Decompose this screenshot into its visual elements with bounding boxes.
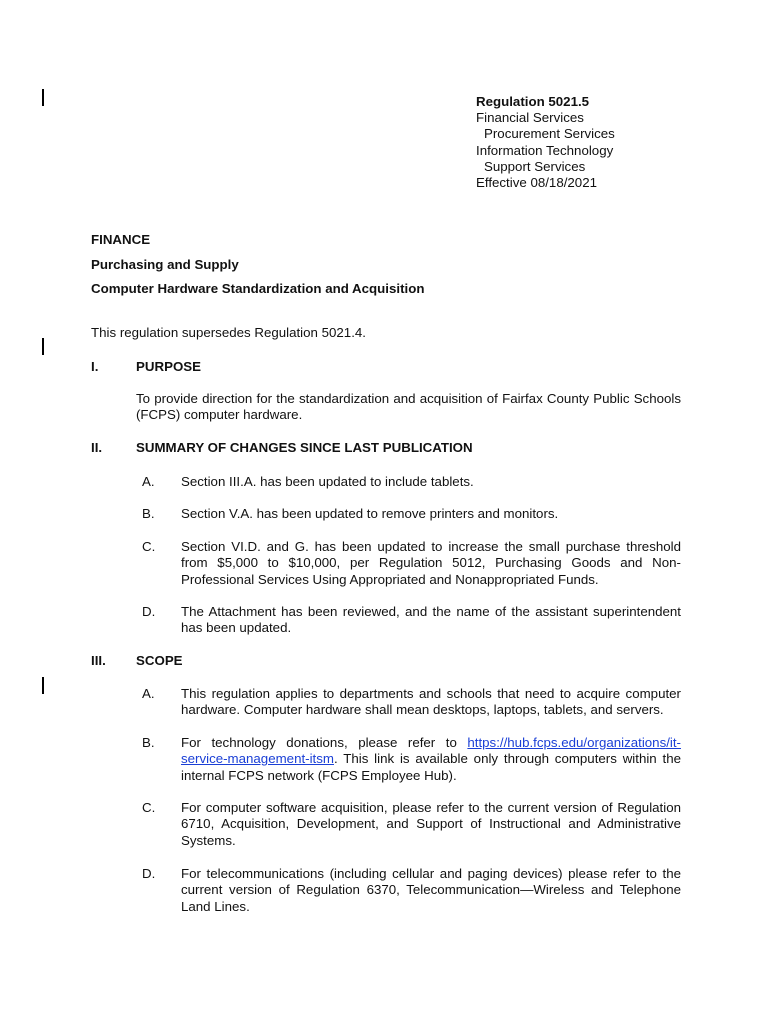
list-item-letter: C. <box>142 800 156 815</box>
list-item-letter: D. <box>142 604 156 619</box>
supersedes-statement: This regulation supersedes Regulation 5021.4. <box>91 325 366 340</box>
revision-bar <box>42 338 44 355</box>
list-item-letter: A. <box>142 686 155 701</box>
header-line: Financial Services <box>476 110 584 126</box>
purpose-text: To provide direction for the standardization and acquisition of Fairfax County Public Schools (FCPS) computer hardware. <box>136 391 681 423</box>
list-item: Section VI.D. and G. has been updated to increase the small purchase threshold from $5,000 to $10,000, per Regulation 5012, Purchasing Goods and Non-Professional Services Using Appropriated and Nonappropriated Funds. <box>181 539 681 587</box>
list-item: The Attachment has been reviewed, and the name of the assistant superintendent has been updated. <box>181 604 681 636</box>
header-line: Support Services <box>484 158 586 174</box>
item-text-before: For technology donations, please refer to <box>181 735 468 750</box>
list-item: Section III.A. has been updated to include tablets. <box>181 474 474 489</box>
item-text-after: . This link is available only through computers within the internal FCPS network (FCPS Employee Hub). <box>181 751 681 783</box>
list-item: This regulation applies to departments and schools that need to acquire computer hardware. Computer hardware shall mean desktops, laptops, tablets, and servers. <box>181 686 681 718</box>
document-titles <box>91 228 424 302</box>
list-item-letter: A. <box>142 474 155 489</box>
regulation-header <box>476 94 615 191</box>
header-line: Information Technology <box>476 142 614 158</box>
section-number: III. <box>91 653 106 668</box>
it-service-management-link[interactable]: https://hub.fcps.edu/organizations/it-service-management-itsm <box>181 735 681 767</box>
list-item: For computer software acquisition, please refer to the current version of Regulation 6710, Acquisition, Development, and Support of Instructional and Administrative Systems. <box>181 800 681 848</box>
section-number: I. <box>91 359 99 374</box>
list-item <box>181 735 681 784</box>
regulation-number: Regulation 5021.5 <box>476 94 590 109</box>
list-item-letter: D. <box>142 866 156 881</box>
list-item-letter: B. <box>142 735 155 750</box>
title-finance: FINANCE <box>91 232 151 247</box>
header-line: Procurement Services <box>484 126 615 142</box>
list-item: Section V.A. has been updated to remove printers and monitors. <box>181 506 559 521</box>
section-heading-purpose: PURPOSE <box>136 359 202 374</box>
effective-date: Effective 08/18/2021 <box>476 175 597 191</box>
list-item-letter: C. <box>142 539 156 554</box>
revision-bar <box>42 89 44 106</box>
revision-bar <box>42 677 44 694</box>
list-item: For telecommunications (including cellular and paging devices) please refer to the current version of Regulation 6370, Telecommunication—Wireless and Telephone Land Lines. <box>181 866 681 914</box>
list-item-letter: B. <box>142 506 155 521</box>
title-computer-hardware: Computer Hardware Standardization and Acquisition <box>91 281 425 296</box>
section-heading-summary: SUMMARY OF CHANGES SINCE LAST PUBLICATION <box>136 440 473 455</box>
title-purchasing: Purchasing and Supply <box>91 256 239 272</box>
section-number: II. <box>91 440 103 455</box>
section-heading-scope: SCOPE <box>136 653 183 668</box>
